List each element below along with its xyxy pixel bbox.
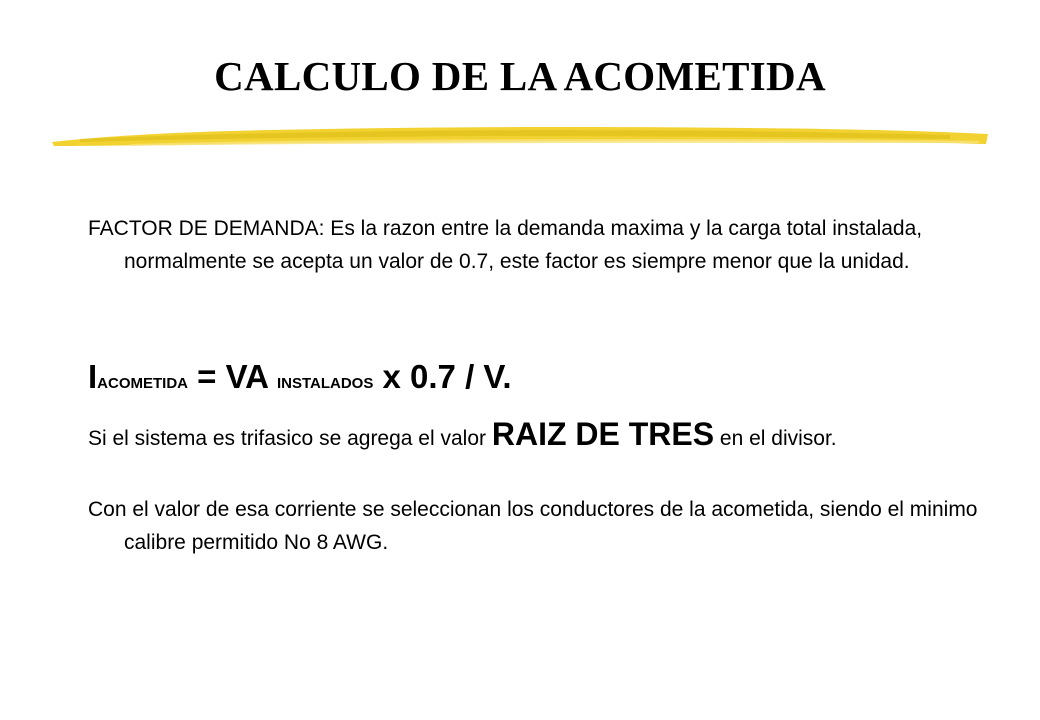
factor-demanda-paragraph: FACTOR DE DEMANDA: Es la razon entre la demanda maxima y la carga total instalada, normalmente se acepta un valor de 0.7, este factor es siempre menor que la unidad. bbox=[88, 217, 923, 273]
trifasico-paragraph bbox=[88, 418, 1004, 455]
trifasico-text-after: en el divisor. bbox=[714, 427, 837, 450]
conductores-paragraph: Con el valor de esa corriente se seleccionan los conductores de la acometida, siendo el minimo calibre permitido No 8 AWG. bbox=[88, 498, 978, 554]
formula-rest: x 0.7 / V. bbox=[373, 358, 512, 395]
formula-i-symbol: I bbox=[88, 358, 98, 395]
formula-equals-va: = VA bbox=[188, 358, 277, 395]
raiz-de-tres-highlight: RAIZ DE TRES bbox=[491, 416, 715, 452]
slide-title: CALCULO DE LA ACOMETIDA bbox=[214, 53, 826, 99]
trifasico-text-before: Si el sistema es trifasico se agrega el valor bbox=[88, 427, 492, 450]
title-underline-brushstroke bbox=[50, 120, 990, 156]
formula-va-subscript: INSTALADOS bbox=[276, 375, 374, 392]
current-formula bbox=[88, 358, 512, 396]
formula-i-subscript: ACOMETIDA bbox=[97, 375, 188, 392]
